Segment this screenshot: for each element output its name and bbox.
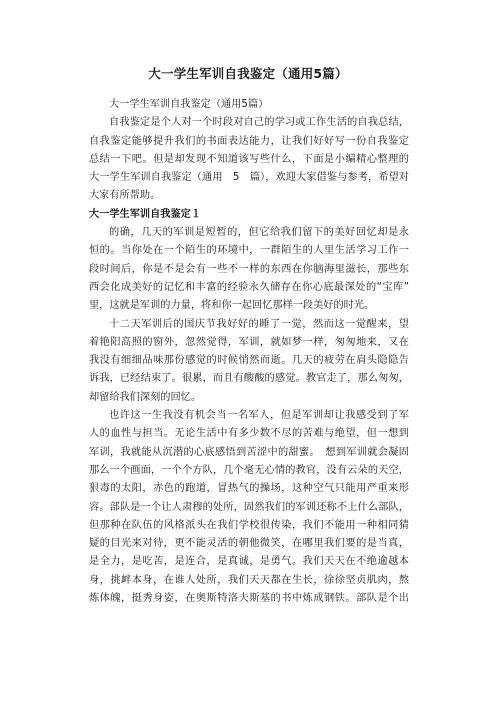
text-line: 诉我，已经结束了。很累，而且有酸酸的感觉。教官走了，那么匆匆， [89, 373, 409, 385]
text-line: 段时间后，你是不是会有一些不一样的东西在你脑海里滋长，那些东 [89, 263, 409, 275]
text-line: 西会化成美好的记忆和丰富的经验永久储存在你心底最深处的“宝库” [89, 281, 409, 293]
text-line: 自我鉴定是个人对一个时段对自己的学习或工作生活的自我总结， [109, 117, 409, 129]
text-line: 总结一下吧。但是却发现不知道该写些什么，下面是小编精心整理的 [89, 153, 409, 165]
text-line: 却留给我们深刻的回忆。 [89, 391, 202, 403]
text-line: 狠毒的太阳，赤色的跑道，冒热气的操场，这种空气只能用严重来形 [89, 483, 409, 495]
text-line: 人的血性与担当。无论生活中有多少数不尽的苦难与绝望，但一想到 [89, 428, 409, 440]
text-line: 大一学生军训自我鉴定（通用 5 篇），欢迎大家借鉴与参考，希望对 [89, 172, 409, 184]
section-heading: 大一学生军训自我鉴定１ [89, 208, 202, 220]
text-line: 里，这就是军训的力量，将和你一起回忆那样一段美好的时光。 [89, 300, 375, 312]
text-line: 也许这一生我没有机会当一名军人，但是军训却让我感受到了军 [109, 410, 409, 422]
text-line: 是全力，是吃苦，是连合，是真诚，是勇气。我们天天在不绝逾越本 [89, 556, 409, 568]
text-line: 着艳阳高照的窗外，忽然觉得，军训，就如梦一样，匆匆地来，又在 [89, 336, 409, 348]
text-line: 的确，几天的军训是短暂的，但它给我们留下的美好回忆却是永 [109, 227, 409, 239]
text-line: 容。部队是一个让人肃穆的处所，固然我们的军训还称不上什么部队， [89, 501, 409, 513]
document-body [89, 96, 409, 608]
text-line: 炼体魄，挺秀身姿，在奥斯特洛夫斯基的书中炼成钢铁。部队是个出 [89, 593, 409, 605]
text-line: 大一学生军训自我鉴定（通用5篇） [109, 99, 269, 110]
text-line: 恒的。当你处在一个陌生的环境中，一群陌生的人里生活学习工作一 [89, 245, 409, 257]
text-line: 但那种在队伍的风格派头在我们学校很传染，我们不能用一种相同猜 [89, 519, 409, 531]
document-title: 大一学生军训自我鉴定（通用5篇） [148, 66, 348, 81]
text-line: 军训，我就能从沉潜的心底感悟到苦涩中的甜蜜。 想到军训就会凝固 [89, 446, 409, 458]
text-line: 疑的目光来对待，更不能灵活的朝他微笑，在哪里我们要的是当真， [89, 538, 409, 550]
text-line: 身，挑衅本身，在谁人处所，我们天天都在生长，徐徐坚贞肌肉，熬 [89, 574, 409, 586]
text-line: 自我鉴定能够提升我们的书面表达能力，让我们好好写一份自我鉴定 [89, 135, 409, 147]
text-line: 那么一个画面，一个个方队，几个毫无心情的教官，没有云朵的天空， [89, 464, 409, 476]
text-line: 大家有所帮助。 [89, 190, 161, 202]
text-line: 十二天军训后的国庆节我好好的睡了一觉，然而这一觉醒来，望 [109, 318, 409, 330]
text-line: 我没有细细品味那份感觉的时候悄然而逝。几天的疲劳在肩头隐隐告 [89, 355, 409, 367]
